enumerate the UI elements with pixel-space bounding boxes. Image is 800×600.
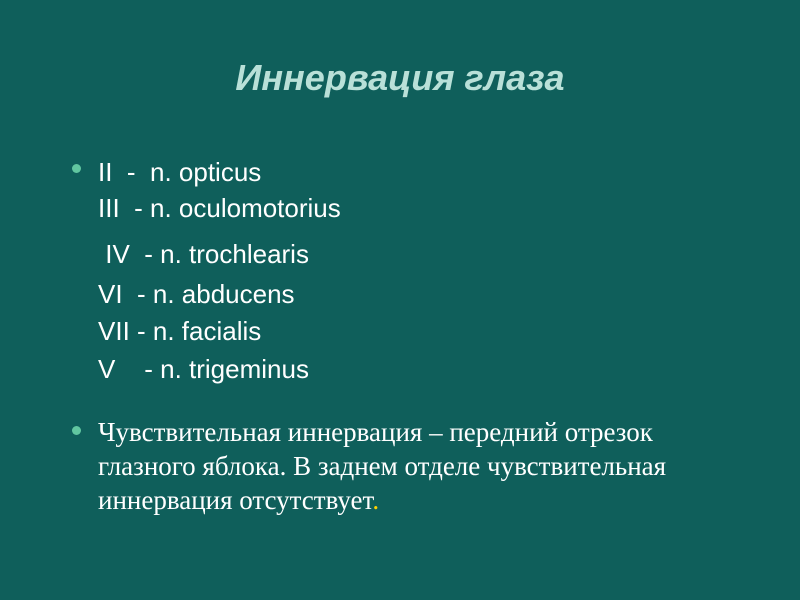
bullet-icon	[72, 419, 88, 435]
sensory-innervation-text	[98, 415, 748, 517]
slide-title: Иннервация глаза	[235, 57, 565, 98]
bullet-dot	[72, 164, 81, 173]
bullet-icon	[72, 157, 88, 173]
nerve-item-oculomotorius: III - n. oculomotorius	[98, 193, 341, 223]
nerve-item-trigeminus: V - n. trigeminus	[98, 354, 309, 384]
nerve-item-opticus: II - n. opticus	[98, 157, 262, 187]
nerve-item-trochlearis: IV - n. trochlearis	[98, 239, 309, 269]
sensory-innervation-body: Чувствительная иннервация – передний отрезок глазного яблока. В заднем отделе чувствительная иннервация отсутствует	[98, 417, 667, 515]
nerve-item-abducens: VI - n. abducens	[98, 279, 295, 309]
sensory-end-punctuation: .	[372, 485, 380, 515]
bullet-dot	[72, 426, 81, 435]
nerve-item-facialis: VII - n. facialis	[98, 316, 262, 346]
